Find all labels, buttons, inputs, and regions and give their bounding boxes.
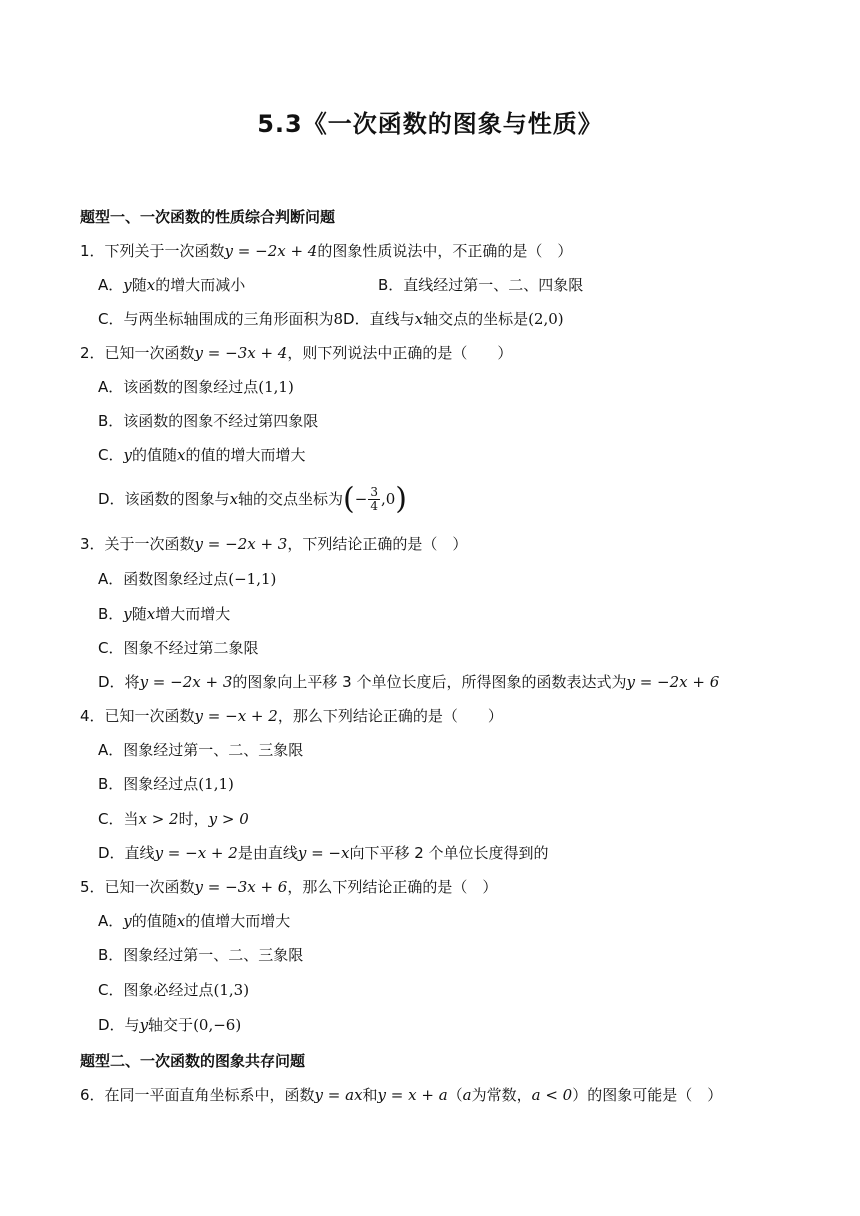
page-title: 5.3《一次函数的图象与性质》 bbox=[257, 110, 603, 138]
q4-option-a: A．图象经过第一、二、三象限 bbox=[98, 741, 304, 759]
equation: y = −2x + 3 bbox=[194, 535, 288, 553]
question-4: 4．已知一次函数y = −x + 2，那么下列结论正确的是（ ） bbox=[80, 707, 503, 725]
q1-option-a: A．y随x的增大而减小 bbox=[98, 276, 246, 294]
equation: y = −3x + 4 bbox=[194, 344, 288, 362]
equation: y = −x + 2 bbox=[194, 707, 278, 725]
question-1: 1．下列关于一次函数y = −2x + 4的图象性质说法中，不正确的是（ ） bbox=[80, 242, 573, 260]
q4-option-b: B．图象经过点(1,1) bbox=[98, 775, 234, 793]
q2-option-b: B．该函数的图象不经过第四象限 bbox=[98, 412, 319, 430]
q3-option-a: A．函数图象经过点(−1,1) bbox=[98, 570, 277, 588]
q5-option-a: A．y的值随x的值增大而增大 bbox=[98, 912, 291, 930]
section-heading-1: 题型一、一次函数的性质综合判断问题 bbox=[80, 208, 336, 226]
q3-option-c: C．图象不经过第二象限 bbox=[98, 639, 259, 657]
q1-option-b: B．直线经过第一、二、四象限 bbox=[378, 276, 584, 294]
q2-option-d: D．该函数的图象与x轴的交点坐标为(− $\frac{3}{4}$ ,0) bbox=[98, 481, 408, 517]
question-2: 2．已知一次函数y = −3x + 4，则下列说法中正确的是（ ） bbox=[80, 344, 513, 362]
q5-option-d: D．与y轴交于(0,−6) bbox=[98, 1016, 242, 1034]
q4-option-d: D．直线y = −x + 2是由直线y = −x向下平移 2 个单位长度得到的 bbox=[98, 844, 549, 862]
q5-option-c: C．图象必经过点(1,3) bbox=[98, 981, 250, 999]
q3-option-d: D．将y = −2x + 3的图象向上平移 3 个单位长度后，所得图象的函数表达式为y = −2x + 6 bbox=[98, 673, 720, 691]
q3-option-b: B．y随x增大而增大 bbox=[98, 605, 231, 623]
question-3: 3．关于一次函数y = −2x + 3，下列结论正确的是（ ） bbox=[80, 535, 468, 553]
q5-option-b: B．图象经过第一、二、三象限 bbox=[98, 946, 304, 964]
equation: y = −3x + 6 bbox=[194, 878, 288, 896]
question-6: 6．在同一平面直角坐标系中，函数y = ax和y = x + a（a为常数，a < 0）的图象可能是（ ） bbox=[80, 1086, 723, 1104]
section-heading-2: 题型二、一次函数的图象共存问题 bbox=[80, 1052, 306, 1070]
q4-option-c: C．当x > 2时，y > 0 bbox=[98, 810, 249, 828]
q2-option-a: A．该函数的图象经过点(1,1) bbox=[98, 378, 294, 396]
q2-option-c: C．y的值随x的值的增大而增大 bbox=[98, 446, 306, 464]
question-5: 5．已知一次函数y = −3x + 6，那么下列结论正确的是（ ） bbox=[80, 878, 498, 896]
fraction: $\frac{3}{4}$ bbox=[370, 485, 378, 513]
equation: y = −2x + 4 bbox=[224, 242, 318, 260]
q1-option-c-d: C．与两坐标轴围成的三角形面积为8D．直线与x轴交点的坐标是(2,0) bbox=[98, 310, 564, 328]
